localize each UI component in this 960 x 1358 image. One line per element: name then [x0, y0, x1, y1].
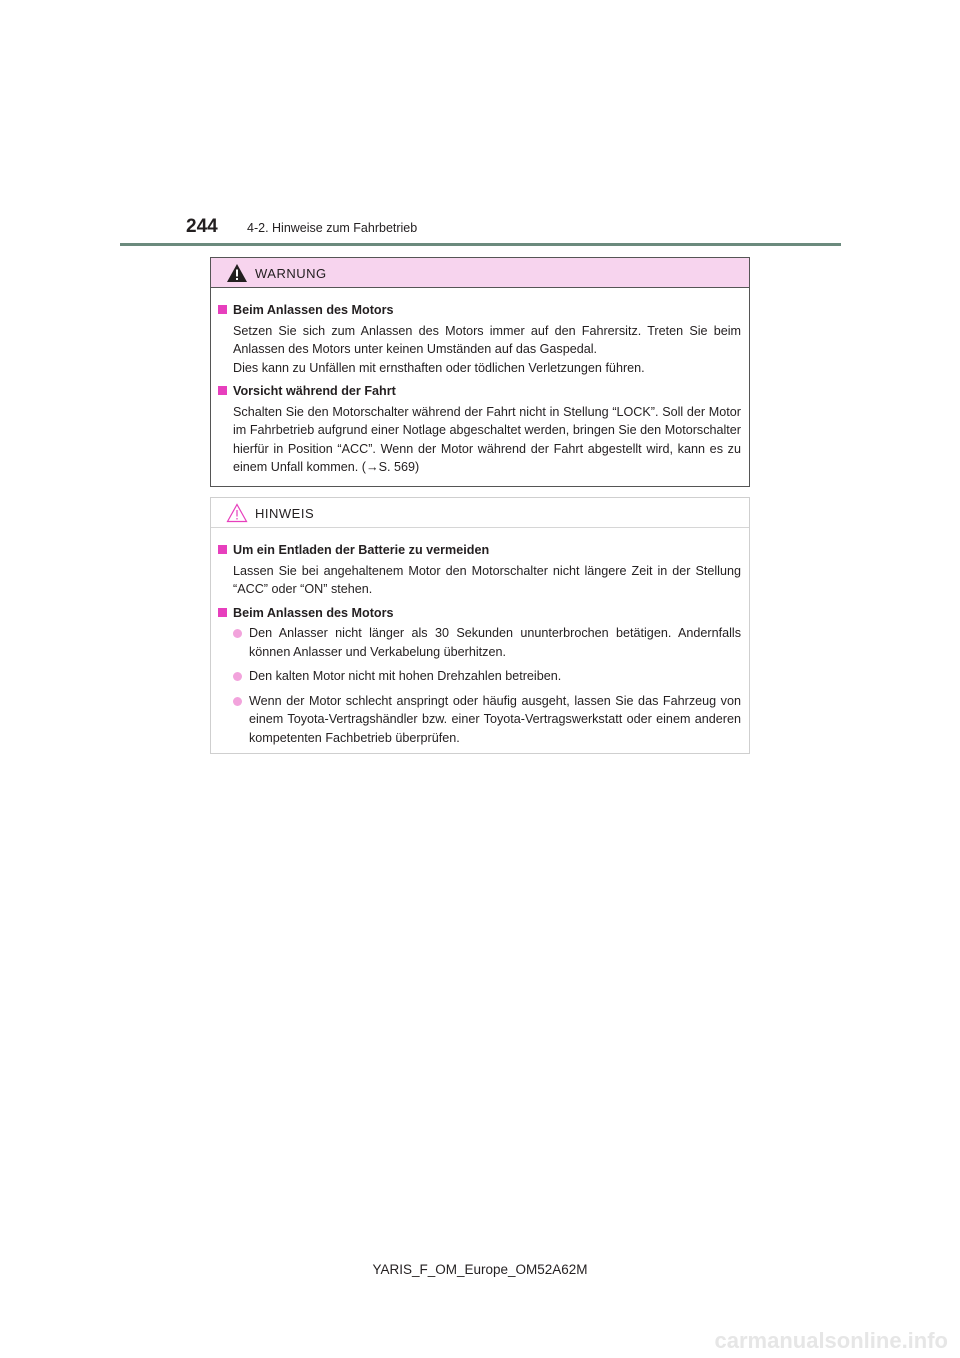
list-item-text: Den Anlasser nicht länger als 30 Sekunden ununterbrochen betätigen. Andernfalls können Anlasser und Verkabelung überhitzen.	[249, 626, 741, 659]
square-bullet-icon	[218, 386, 227, 395]
warning-topic	[218, 301, 741, 320]
square-bullet-icon	[218, 305, 227, 314]
header-divider	[120, 243, 841, 246]
round-bullet-icon	[233, 672, 242, 681]
notice-box	[210, 497, 750, 754]
warning-box-header	[211, 258, 749, 288]
list-item-text: Den kalten Motor nicht mit hohen Drehzahlen betreiben.	[249, 669, 562, 683]
watermark: carmanualsonline.info	[714, 1328, 948, 1353]
caution-triangle-icon	[226, 503, 248, 523]
notice-topic	[218, 541, 741, 560]
topic-title: Beim Anlassen des Motors	[233, 303, 394, 317]
square-bullet-icon	[218, 608, 227, 617]
round-bullet-icon	[233, 629, 242, 638]
warning-label: WARNUNG	[255, 266, 327, 281]
list-item	[218, 667, 741, 686]
warning-box-body	[211, 288, 749, 477]
notice-label: HINWEIS	[255, 506, 315, 521]
section-title: 4-2. Hinweise zum Fahrbetrieb	[247, 221, 418, 235]
topic-title: Um ein Entladen der Batterie zu vermeiden	[233, 543, 490, 557]
warning-topic	[218, 382, 741, 401]
list-item	[218, 692, 741, 748]
topic-title: Vorsicht während der Fahrt	[233, 384, 396, 398]
notice-box-header	[211, 498, 749, 528]
warning-box	[210, 257, 750, 487]
square-bullet-icon	[218, 545, 227, 554]
page-number: 244	[186, 216, 218, 237]
notice-box-body	[211, 528, 749, 747]
list-item-text: Wenn der Motor schlecht anspringt oder häufig ausgeht, lassen Sie das Fahrzeug von einem Toyota-Vertragshändler bzw. einer Toyota-Vertragswerkstatt oder einem anderen kompetenten Fachbetrieb überprüfen.	[249, 693, 741, 745]
topic-text: Dies kann zu Unfällen mit ernsthaften oder tödlichen Verletzungen führen.	[233, 360, 645, 375]
document-code: YARIS_F_OM_Europe_OM52A62M	[372, 1262, 588, 1277]
topic-text: Schalten Sie den Motorschalter während der Fahrt nicht in Stellung “LOCK”. Soll der Motor im Fahrbetrieb aufgrund einer Notlage abgeschaltet werden, bringen Sie den Motorschalter hierfür in Position “ACC”. Wenn der Motor während der Fahrt abgestellt wird, kann es zu einem Unfall kommen. (→S. 569)	[233, 404, 741, 474]
topic-text: Setzen Sie sich zum Anlassen des Motors immer auf den Fahrersitz. Treten Sie beim Anlassen des Motors unter keinen Umständen auf das Gaspedal.	[233, 323, 741, 356]
topic-title: Beim Anlassen des Motors	[233, 605, 394, 620]
list-item	[218, 624, 741, 661]
round-bullet-icon	[233, 697, 242, 706]
notice-topic	[218, 604, 741, 623]
topic-text: Lassen Sie bei angehaltenem Motor den Motorschalter nicht längere Zeit in der Stellung “ACC” oder “ON” stehen.	[233, 563, 741, 596]
warning-triangle-icon	[226, 263, 248, 283]
